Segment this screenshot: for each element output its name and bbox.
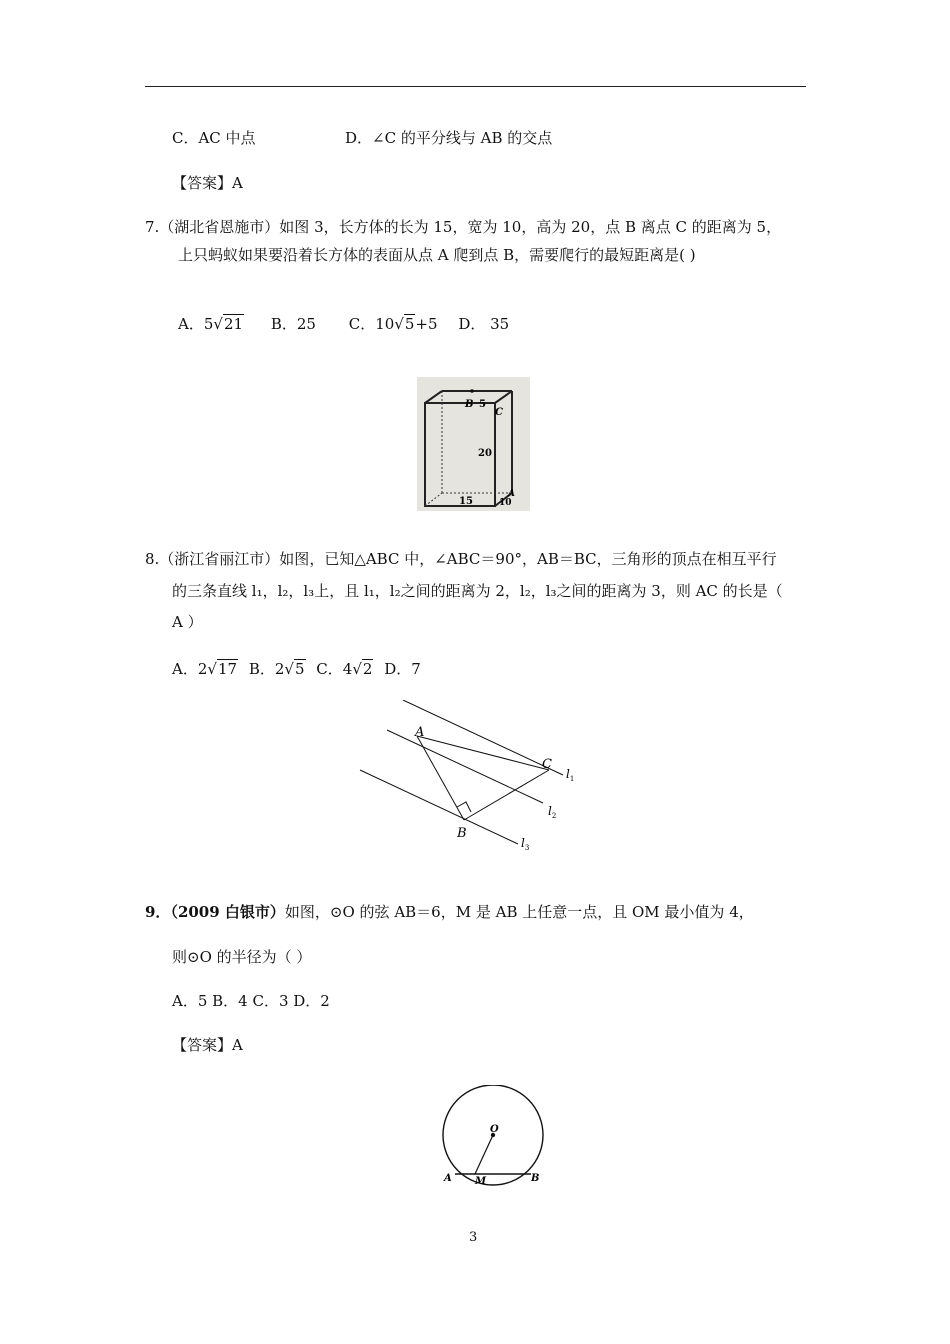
q8-label-b: B [457, 826, 467, 841]
q7-box-figure [417, 377, 532, 512]
q9-circle-figure [435, 1085, 550, 1190]
q7-label-5: 5 [479, 399, 486, 410]
q8-option-a-root: √17 [207, 660, 238, 678]
q7-label-20: 20 [478, 448, 492, 459]
q7-line2: 上只蚂蚁如果要沿着长方体的表面从点 A 爬到点 B，需要爬行的最短距离是( ) [178, 246, 696, 264]
q8-option-a-label: A． [172, 660, 198, 678]
q8-label-c: C [542, 757, 552, 772]
q8-line3: A ） [172, 613, 203, 631]
q9-answer: 【答案】A [172, 1036, 243, 1054]
q7-option-c-coef: 10 [375, 315, 395, 333]
q7-options [178, 313, 509, 334]
q8-option-b-label: B． [248, 660, 275, 678]
q7-label-10: 10 [499, 498, 512, 508]
q9-label-m: M [475, 1176, 487, 1187]
q7-option-c-tail: +5 [415, 315, 438, 333]
q8-option-b-coef: 2 [274, 660, 285, 678]
q9-label-a: A [444, 1173, 452, 1184]
q9-line1 [145, 901, 754, 922]
q8-line2: 的三条直线 l₁，l₂，l₃上，且 l₁，l₂之间的距离为 2，l₂，l₃之间的距离为 3，则 AC 的长是（ [172, 582, 783, 600]
q8-line1: 8.（浙江省丽江市）如图，已知△ABC 中，∠ABC＝90°，AB＝BC，三角形的顶点在相互平行 [145, 550, 777, 568]
q9-options: A．5 B．4 C．3 D．2 [172, 992, 330, 1010]
q8-option-a-coef: 2 [197, 660, 208, 678]
q9-line1-text: 如图，⊙O 的弦 AB＝6，M 是 AB 上任意一点，且 OM 最小值为 4， [284, 903, 754, 921]
q6-option-c: C．AC 中点 [172, 129, 256, 147]
q7-label-b: B [465, 399, 474, 410]
q7-label-15: 15 [459, 496, 473, 507]
q7-option-a-label: A．5 [178, 315, 214, 333]
q9-number: 9． [145, 903, 171, 921]
q8-label-l3: $l_3$ [521, 836, 530, 852]
q8-options [172, 658, 421, 679]
q8-label-l1: $l_1$ [566, 767, 575, 783]
q9-label-o: O [490, 1124, 499, 1135]
q7-option-c-label: C． [348, 315, 376, 333]
q7-label-a: A [508, 489, 515, 499]
header-rule [145, 86, 806, 87]
q7-option-b: B．25 [270, 315, 316, 333]
q8-label-a: A [415, 725, 425, 740]
q7-option-c-root: √5 [394, 315, 415, 333]
q8-label-l2: $l_2$ [548, 804, 557, 820]
q9-source: （2009 白银市） [170, 903, 285, 921]
q7-label-c: C [495, 407, 503, 418]
q7-option-d: D． 35 [458, 315, 510, 333]
q6-option-d: D．∠C 的平分线与 AB 的交点 [345, 129, 553, 147]
q7-line1: 7.（湖北省恩施市）如图 3，长方体的长为 15，宽为 10，高为 20，点 B 离点 C 的距离为 5， [145, 218, 782, 236]
q8-option-c-label: C． [316, 660, 343, 678]
q8-option-c-coef: 4 [342, 660, 353, 678]
q8-option-c-root: √2 [352, 660, 373, 678]
q6-answer: 【答案】A [172, 174, 243, 192]
q7-option-a-root: √21 [213, 315, 244, 333]
q8-option-b-root: √5 [284, 660, 305, 678]
q9-line2: 则⊙O 的半径为（ ） [172, 948, 312, 966]
page-number: 3 [469, 1230, 478, 1245]
q9-label-b: B [531, 1173, 540, 1184]
q8-parallel-lines-figure [355, 700, 585, 860]
q8-option-d: D．7 [384, 660, 421, 678]
